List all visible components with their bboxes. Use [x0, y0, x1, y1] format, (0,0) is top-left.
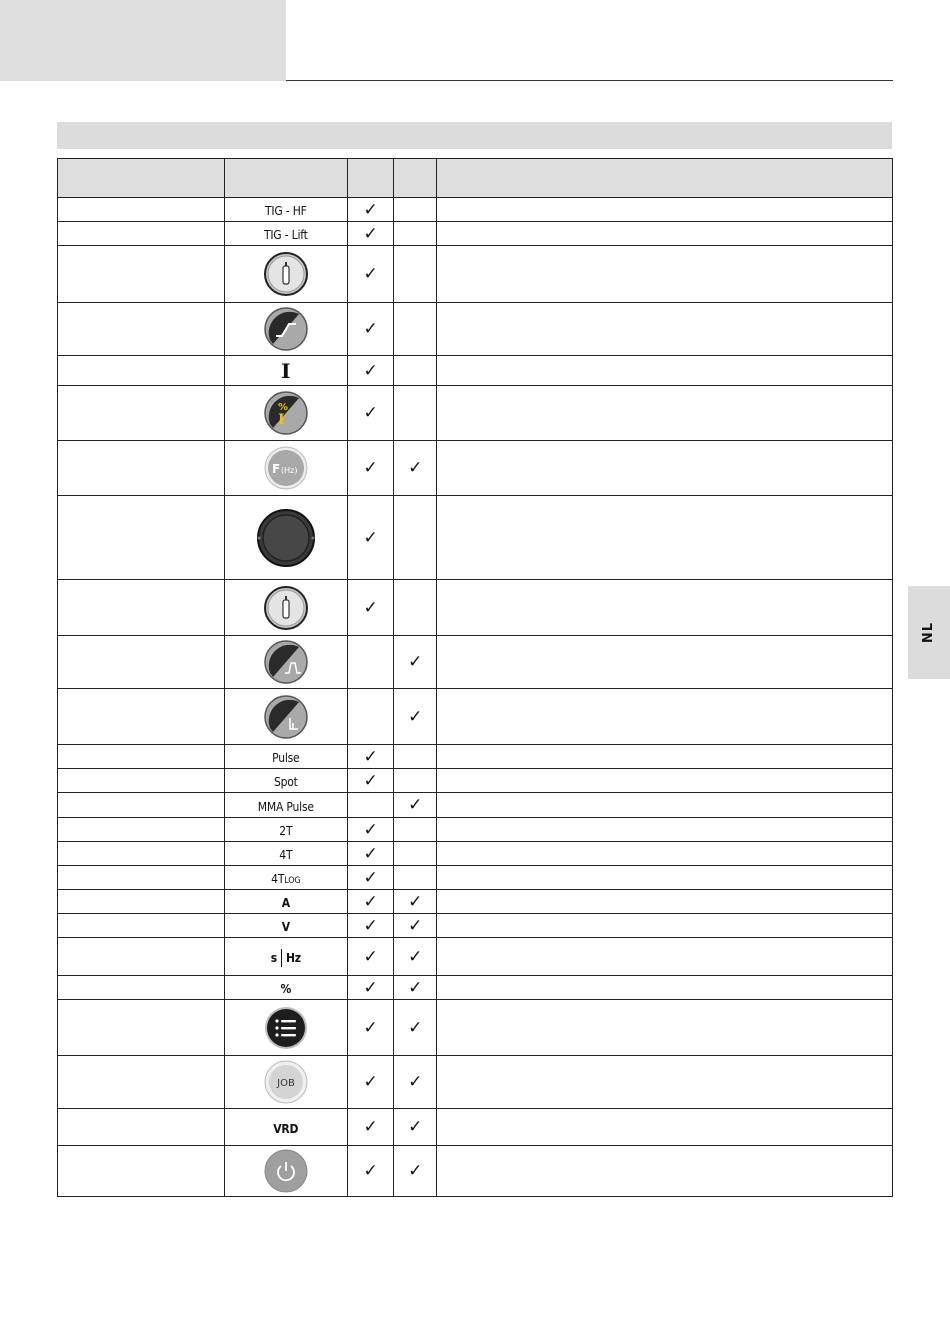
- tig-check: [348, 222, 394, 246]
- table-row: [58, 303, 893, 356]
- function-cell: [58, 1109, 225, 1146]
- hot-start-icon: [263, 639, 309, 685]
- description-cell: [437, 496, 893, 580]
- function-cell: [58, 938, 225, 976]
- table-row: [58, 976, 893, 1000]
- table-row: [58, 866, 893, 890]
- check-mark: ✓: [408, 946, 423, 967]
- check-mark: ✓: [363, 891, 378, 912]
- symbol-cell: [224, 636, 347, 689]
- svg-text:(Hz): (Hz): [280, 466, 298, 475]
- svg-text:%: %: [277, 402, 288, 413]
- percent-current-icon: [263, 390, 309, 436]
- tig-check: [348, 842, 394, 866]
- symbol-cell: [224, 914, 347, 938]
- check-mark: ✓: [363, 597, 378, 618]
- tig-check: [348, 441, 394, 496]
- mma-check: [394, 793, 437, 818]
- job-button-icon: [263, 1059, 309, 1105]
- current-ramp-up-icon: [263, 306, 309, 352]
- tig-check: [348, 303, 394, 356]
- tig-check: [348, 866, 394, 890]
- check-mark: ✓: [363, 403, 378, 423]
- check-mark: ✓: [408, 891, 423, 912]
- function-cell: [58, 1056, 225, 1109]
- symbol-label: [271, 872, 300, 886]
- table-row: [58, 580, 893, 636]
- description-cell: [437, 198, 893, 222]
- tig-check: [348, 890, 394, 914]
- check-mark: ✓: [363, 264, 378, 284]
- function-cell: [58, 496, 225, 580]
- symbol-cell: [224, 496, 347, 580]
- tig-check: [348, 793, 394, 818]
- check-mark: ✓: [363, 319, 378, 339]
- tig-check: [348, 198, 394, 222]
- tig-check: [348, 689, 394, 745]
- table-row: [58, 356, 893, 386]
- check-mark: ✓: [363, 946, 378, 967]
- check-mark: ✓: [363, 1072, 378, 1092]
- function-cell: [58, 842, 225, 866]
- symbol-cell: [224, 1146, 347, 1197]
- table-row: [58, 246, 893, 303]
- function-cell: [58, 914, 225, 938]
- check-mark: ✓: [408, 1017, 423, 1038]
- tig-check: [348, 769, 394, 793]
- tig-check: [348, 356, 394, 386]
- frequency-icon: [263, 445, 309, 491]
- mma-check: [394, 222, 437, 246]
- symbol-cell: [224, 890, 347, 914]
- symbol-label: [271, 949, 301, 967]
- symbol-cell: [224, 793, 347, 818]
- description-cell: [437, 246, 893, 303]
- description-cell: [437, 818, 893, 842]
- symbol-cell: [224, 745, 347, 769]
- mma-check: [394, 769, 437, 793]
- tig-check: [348, 636, 394, 689]
- table-row: [58, 890, 893, 914]
- check-mark: ✓: [408, 1072, 423, 1092]
- mma-check: [394, 689, 437, 745]
- check-mark: ✓: [363, 458, 378, 478]
- check-mark: ✓: [363, 867, 378, 888]
- symbol-label: I: [281, 358, 291, 383]
- check-mark: ✓: [408, 458, 423, 478]
- function-cell: [58, 386, 225, 441]
- symbol-cell: [224, 441, 347, 496]
- function-cell: [58, 769, 225, 793]
- symbol-label: TIG - HF: [265, 204, 307, 218]
- function-cell: [58, 866, 225, 890]
- check-mark: ✓: [408, 977, 423, 998]
- symbol-label: %: [280, 982, 292, 996]
- symbol-label: VRD: [273, 1121, 299, 1136]
- power-button-icon: [263, 1148, 309, 1194]
- table-row: [58, 842, 893, 866]
- table-row: [58, 386, 893, 441]
- mma-check: [394, 1056, 437, 1109]
- symbol-cell: [224, 198, 347, 222]
- mma-check: [394, 636, 437, 689]
- description-cell: [437, 580, 893, 636]
- description-cell: [437, 793, 893, 818]
- check-mark: ✓: [408, 915, 423, 936]
- section-title-bar: [57, 122, 892, 149]
- check-mark: ✓: [363, 915, 378, 936]
- function-cell: [58, 246, 225, 303]
- table-row: [58, 818, 893, 842]
- symbol-cell: [224, 938, 347, 976]
- mma-check: [394, 441, 437, 496]
- mma-check: [394, 356, 437, 386]
- table-row: [58, 1109, 893, 1146]
- symbol-left: s: [270, 950, 277, 965]
- check-mark: ✓: [363, 770, 378, 791]
- description-cell: [437, 769, 893, 793]
- check-mark: ✓: [363, 977, 378, 998]
- symbol-label: Spot: [273, 775, 298, 789]
- description-cell: [437, 866, 893, 890]
- gas-bottle-icon: [263, 585, 309, 631]
- tig-check: [348, 914, 394, 938]
- check-mark: ✓: [363, 527, 378, 548]
- mma-check: [394, 866, 437, 890]
- tig-check: [348, 496, 394, 580]
- header-cell-mma: [394, 159, 437, 198]
- description-cell: [437, 1109, 893, 1146]
- description-cell: [437, 689, 893, 745]
- symbol-cell: [224, 222, 347, 246]
- function-cell: [58, 818, 225, 842]
- table-row: [58, 689, 893, 745]
- function-cell: [58, 1000, 225, 1056]
- mma-check: [394, 818, 437, 842]
- mma-check: [394, 842, 437, 866]
- tig-check: [348, 1000, 394, 1056]
- table-row: [58, 769, 893, 793]
- svg-text:I: I: [277, 412, 285, 428]
- function-cell: [58, 356, 225, 386]
- mma-check: [394, 745, 437, 769]
- tig-check: [348, 386, 394, 441]
- symbol-label: TIG - Lift: [263, 228, 308, 242]
- symbol-cell: [224, 769, 347, 793]
- description-cell: [437, 1146, 893, 1197]
- symbol-cell: [224, 1056, 347, 1109]
- header-cell-tig: [348, 159, 394, 198]
- symbol-cell: [224, 866, 347, 890]
- function-cell: [58, 689, 225, 745]
- symbol-main: 4T: [271, 872, 285, 886]
- check-mark: ✓: [363, 843, 378, 864]
- symbol-suffix: LOG: [284, 876, 301, 886]
- header-cell-function: [58, 159, 225, 198]
- check-mark: ✓: [363, 1161, 378, 1181]
- description-cell: [437, 914, 893, 938]
- check-mark: ✓: [363, 360, 378, 381]
- menu-list-icon: [263, 1005, 309, 1051]
- check-mark: ✓: [363, 1117, 378, 1137]
- symbol-cell: [224, 356, 347, 386]
- check-mark: ✓: [363, 819, 378, 840]
- description-cell: [437, 441, 893, 496]
- mma-check: [394, 496, 437, 580]
- table-row: [58, 1146, 893, 1197]
- mma-check: [394, 580, 437, 636]
- mma-check: [394, 1000, 437, 1056]
- header-rule: [286, 80, 893, 81]
- description-cell: [437, 636, 893, 689]
- gas-bottle-icon: [263, 251, 309, 297]
- tig-check: [348, 580, 394, 636]
- mma-check: [394, 303, 437, 356]
- symbol-cell: [224, 303, 347, 356]
- table-row: [58, 938, 893, 976]
- check-mark: ✓: [363, 199, 378, 220]
- mma-check: [394, 914, 437, 938]
- tig-check: [348, 745, 394, 769]
- symbol-cell: [224, 842, 347, 866]
- function-cell: [58, 222, 225, 246]
- function-cell: [58, 580, 225, 636]
- symbol-divider: [281, 949, 282, 967]
- mma-check: [394, 386, 437, 441]
- tig-check: [348, 938, 394, 976]
- arc-force-icon: [263, 694, 309, 740]
- table-row: [58, 1056, 893, 1109]
- description-cell: [437, 976, 893, 1000]
- table-row: [58, 793, 893, 818]
- mma-check: [394, 1109, 437, 1146]
- symbol-cell: [224, 818, 347, 842]
- description-cell: [437, 386, 893, 441]
- mma-check: [394, 976, 437, 1000]
- table-row: [58, 914, 893, 938]
- symbol-label: Pulse: [272, 751, 300, 765]
- symbol-label: V: [281, 920, 290, 934]
- table-header-row: [58, 159, 893, 198]
- symbol-cell: [224, 1109, 347, 1146]
- function-cell: [58, 636, 225, 689]
- function-cell: [58, 745, 225, 769]
- table-row: [58, 198, 893, 222]
- mma-check: [394, 1146, 437, 1197]
- function-cell: [58, 793, 225, 818]
- function-cell: [58, 303, 225, 356]
- mma-check: [394, 938, 437, 976]
- function-cell: [58, 890, 225, 914]
- description-cell: [437, 938, 893, 976]
- header-cell-description: [437, 159, 893, 198]
- mma-check: [394, 890, 437, 914]
- check-mark: ✓: [363, 746, 378, 767]
- function-cell: [58, 441, 225, 496]
- description-cell: [437, 842, 893, 866]
- function-cell: [58, 198, 225, 222]
- table-row: [58, 1000, 893, 1056]
- table-row: [58, 222, 893, 246]
- description-cell: [437, 1000, 893, 1056]
- table-row: [58, 441, 893, 496]
- symbol-label: A: [281, 896, 290, 910]
- table-row: [58, 496, 893, 580]
- function-table: [57, 158, 893, 1197]
- symbol-label: 2T: [279, 824, 293, 838]
- description-cell: [437, 890, 893, 914]
- symbol-cell: [224, 976, 347, 1000]
- mma-check: [394, 246, 437, 303]
- tig-check: [348, 1109, 394, 1146]
- header-cell-symbol: [224, 159, 347, 198]
- symbol-label: MMA Pulse: [257, 799, 314, 814]
- symbol-cell: [224, 580, 347, 636]
- description-cell: [437, 1056, 893, 1109]
- tig-check: [348, 976, 394, 1000]
- encoder-knob-icon: [256, 508, 316, 568]
- function-cell: [58, 976, 225, 1000]
- language-tab-label: NL: [921, 621, 937, 644]
- function-cell: [58, 1146, 225, 1197]
- check-mark: ✓: [408, 706, 423, 727]
- description-cell: [437, 356, 893, 386]
- check-mark: ✓: [408, 652, 423, 672]
- check-mark: ✓: [363, 1017, 378, 1038]
- check-mark: ✓: [408, 795, 423, 815]
- tig-check: [348, 246, 394, 303]
- check-mark: ✓: [408, 1117, 423, 1137]
- symbol-cell: [224, 246, 347, 303]
- symbol-cell: [224, 1000, 347, 1056]
- table-row: [58, 636, 893, 689]
- language-tab[interactable]: [908, 586, 950, 679]
- svg-text:JOB: JOB: [276, 1078, 295, 1089]
- tig-check: [348, 1056, 394, 1109]
- table-row: [58, 745, 893, 769]
- tig-check: [348, 818, 394, 842]
- tig-check: [348, 1146, 394, 1197]
- svg-text:F: F: [271, 462, 281, 476]
- header-corner-block: [0, 0, 286, 81]
- symbol-right: Hz: [285, 950, 301, 965]
- symbol-cell: [224, 386, 347, 441]
- symbol-label: 4T: [279, 848, 293, 862]
- symbol-cell: [224, 689, 347, 745]
- description-cell: [437, 303, 893, 356]
- description-cell: [437, 745, 893, 769]
- check-mark: ✓: [363, 223, 378, 244]
- check-mark: ✓: [408, 1161, 423, 1181]
- mma-check: [394, 198, 437, 222]
- description-cell: [437, 222, 893, 246]
